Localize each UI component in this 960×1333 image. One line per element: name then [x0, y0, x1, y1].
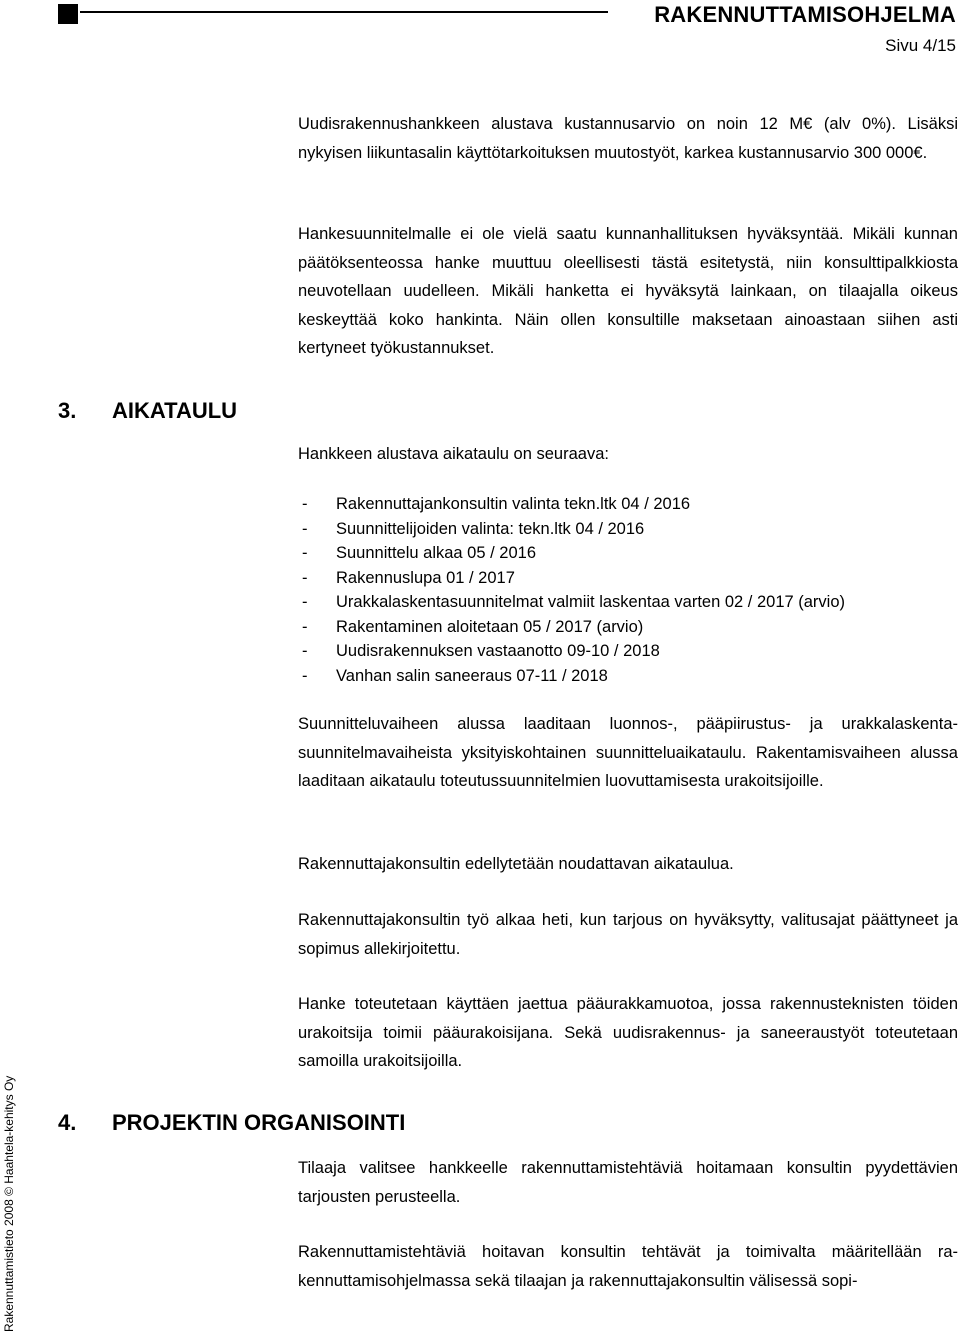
copyright-side-text: Rakennuttamistieto 2008 © Haahtela-kehitys Oy: [2, 1075, 16, 1332]
list-item: - Urakkalaskentasuunnitelmat valmiit laskentaa varten 02 / 2017 (arvio): [302, 593, 846, 611]
list-item: - Suunnittelu alkaa 05 / 2016: [302, 544, 536, 562]
document-title: RAKENNUTTAMISOHJELMA: [654, 2, 956, 27]
schedule-compliance-paragraph: Rakennuttajakonsultin edellytetään noudattavan aikataulua.: [298, 855, 734, 873]
header-rule: [80, 11, 608, 13]
list-item: - Rakennuslupa 01 / 2017: [302, 568, 515, 587]
section-4-number: 4.: [58, 1110, 77, 1135]
client-selection-paragraph: Tilaaja valitsee hankkeelle rakennuttamistehtäviä hoitamaan konsultin pyydettävien tarjousten perusteella.: [298, 1159, 958, 1206]
list-item: - Rakennuttajankonsultin valinta tekn.ltk 04 / 2016: [302, 495, 691, 513]
page-number: Sivu 4/15: [885, 36, 956, 55]
approval-paragraph: Hankesuunnitelmalle ei ole vielä saatu kunnanhallituksen hyväksyntää. Mikäli kunnan päätöksenteossa hanke muuttuu oleellisesti tästä esitetystä, niin konsulttipalkkiosta neuvotellaan uudelleen. Mikäli hanketta ei hyväksytä lainkaan, on tilaajalla oikeus keskeyttää koko hankinta. Näin ollen konsultille maksetaan ainoastaan siihen asti kertyneet työkustannukset.: [298, 225, 958, 357]
schedule-intro: Hankkeen alustava aikataulu on seuraava:: [298, 445, 609, 463]
list-item: - Suunnittelijoiden valinta: tekn.ltk 04 / 2016: [302, 519, 645, 538]
header-square: [58, 4, 78, 24]
cost-paragraph: Uudisrakennushankkeen alustava kustannusarvio on noin 12 M€ (alv 0%). Lisäksi nykyisen liikuntasalin käyttötarkoituksen muutostyöt, karkea kustannusarvio 300 000€.: [298, 115, 958, 162]
planning-paragraph: Suunnitteluvaiheen alussa laaditaan luonnos-, pääpiirustus- ja urakkalaskentasuunnitelmavaiheista yksityiskohtainen suunnitteluaikataulu. Rakentamisvaiheen alussa laaditaan aikataulu toteutussuunnitelmien luovuttamisesta urakoitsijoille.: [298, 715, 958, 790]
section-4-heading: [58, 1110, 405, 1136]
list-item: - Rakentaminen aloitetaan 05 / 2017 (arvio): [302, 617, 644, 636]
consultant-duties-paragraph: Rakennuttamistehtäviä hoitavan konsultin tehtävät ja toimivalta määritellään rakennuttamisohjelmassa sekä tilaajan ja rakennuttajakonsultin välisessä sopi-: [298, 1243, 958, 1290]
consultant-start-paragraph: Rakennuttajakonsultin työ alkaa heti, kun tarjous on hyväksytty, valitusajat päättyneet ja sopimus allekirjoitettu.: [298, 911, 958, 958]
list-item: - Vanhan salin saneeraus 07-11 / 2018: [302, 666, 608, 685]
schedule-list: [298, 492, 958, 688]
list-item: - Uudisrakennuksen vastaanotto 09-10 / 2018: [302, 642, 660, 660]
section-4-title: PROJEKTIN ORGANISOINTI: [112, 1110, 406, 1135]
contract-form-paragraph: Hanke toteutetaan käyttäen jaettua pääurakkamuotoa, jossa rakennusteknisten töiden urakoitsija toimii pääurakoisijana. Sekä uudisrakennus- ja saneeraustyöt toteutetaan samoilla urakoitsijoilla.: [298, 995, 958, 1070]
section-3-heading: [58, 398, 237, 424]
section-3-number: 3.: [58, 398, 77, 423]
section-3-title: AIKATAULU: [112, 398, 238, 423]
